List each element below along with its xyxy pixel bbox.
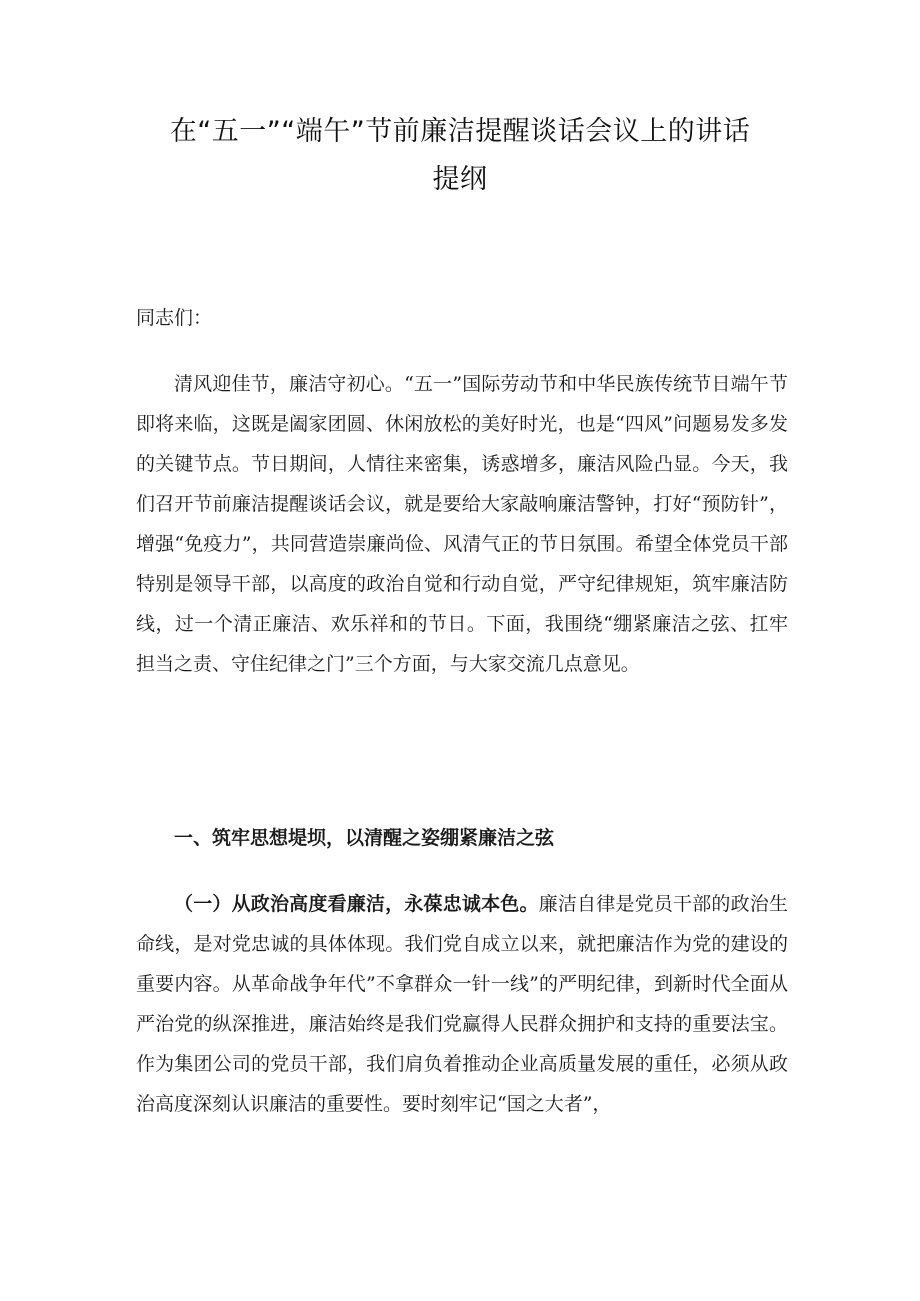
document-title <box>120 108 800 204</box>
paragraph-lead: （一）从政治高度看廉洁，永葆忠诚本色。 <box>174 893 539 915</box>
title-line-2: 提纲 <box>432 164 488 195</box>
greeting: 同志们： <box>136 307 213 329</box>
paragraph-body: 廉洁自律是党员干部的政治生命线，是对党忠诚的具体体现。我们党自成立以来，就把廉洁作为党的建设的重要内容。从革命战争年代”不拿群众一针一线”的严明纪律，到新时代全面从严治党的纵深推进，廉洁始终是我们党赢得人民群众拥护和支持的重要法宝。作为集团公司的党员干部，我们肩负着推动企业高质量发展的重任，必须从政治高度深刻认识廉洁的重要性。要时刻牢记“国之大者”， <box>136 893 788 1115</box>
title-line-1: 在“五一”“端午”节前廉洁提醒谈话会议上的讲话 <box>169 116 751 147</box>
intro-paragraph: 清风迎佳节，廉洁守初心。“五一”国际劳动节和中华民族传统节日端午节即将来临，这既是阖家团圆、休闲放松的美好时光，也是“四风”问题易发多发的关键节点。节日期间，人情往来密集，诱惑增多，廉洁风险凸显。今天，我们召开节前廉洁提醒谈话会议，就是要给大家敲响廉洁警钟，打好“预防针”，增强“免疫力”，共同营造崇廉尚俭、风清气正的节日氛围。希望全体党员干部特别是领导干部，以高度的政治自觉和行动自觉，严守纪律规矩，筑牢廉洁防线，过一个清正廉洁、欢乐祥和的节日。下面，我围绕“绷紧廉洁之弦、扛牢担当之责、守住纪律之门”三个方面，与大家交流几点意见。 <box>136 373 788 675</box>
section-1-heading: 一、筑牢思想堤坝，以清醒之姿绷紧廉洁之弦 <box>174 827 555 849</box>
section-1-paragraph-1 <box>136 884 788 1124</box>
